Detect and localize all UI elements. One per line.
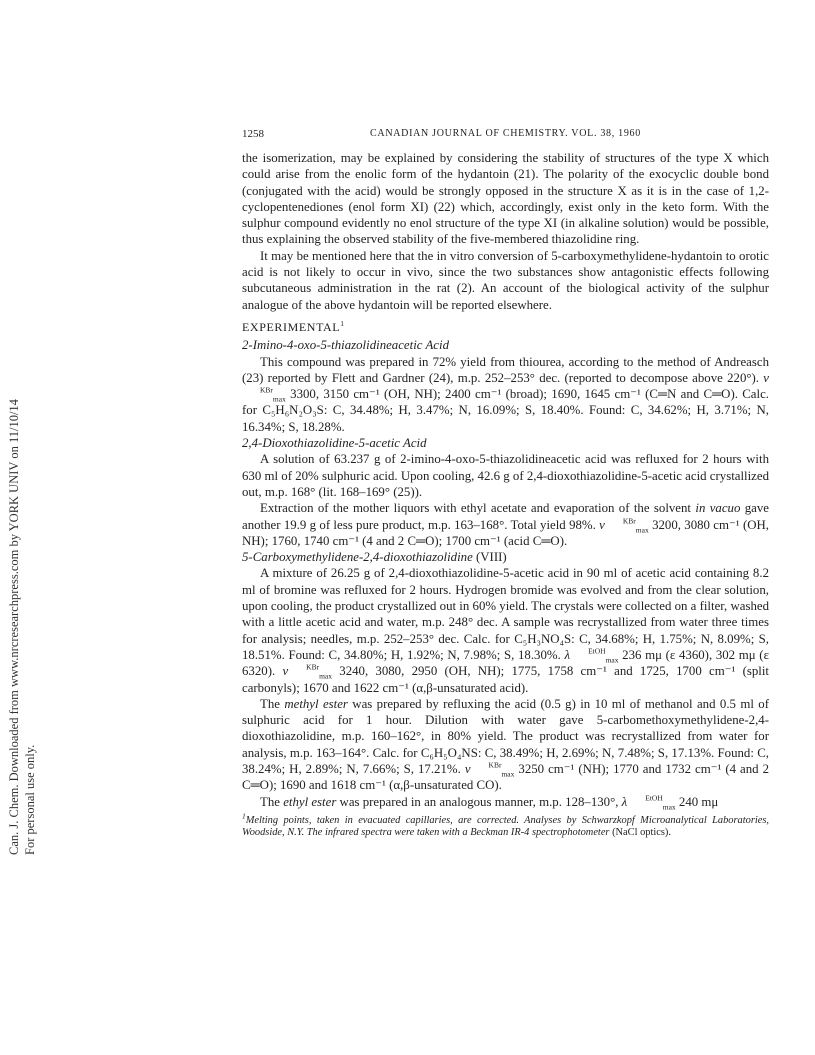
footnote-tail: (NaCl optics). [612, 826, 671, 838]
ir-conditions: $^{KBr}_{max}$ [260, 385, 286, 404]
ethyl-ester-lead: The [260, 794, 280, 809]
ethyl-ester-term: ethyl ester [283, 794, 337, 809]
section-heading [242, 319, 769, 335]
carboxymethylidene-uv-text: 236 mμ (ε 4360), 302 mμ (ε 6320). [242, 647, 769, 679]
section-footnote-mark: 1 [340, 318, 345, 328]
in-vacuo-term: in vacuo [695, 501, 741, 516]
paragraph-carboxymethylidene [242, 565, 769, 695]
uv-conditions: $^{EtOH}_{max}$ [645, 793, 676, 812]
running-title: CANADIAN JOURNAL OF CHEMISTRY. VOL. 38, 1960 [370, 128, 641, 139]
yield-text: gave another 19.9 g of less pure product, m.p. 163–168°. Total yield 98%. [242, 501, 769, 532]
subheading-carboxymethylidene [242, 549, 769, 565]
paragraph-methyl-ester [242, 696, 769, 794]
paragraph-discussion-end: the isomerization, may be explained by considering the stability of structures of the type X which could arise from the enolic form of the hydantoin (21). The polarity of the exocyclic double bond (conjugated with the acid) would be strongly opposed in the structure X as it is in the case of 1,2-cyclopentenediones (enol form XI) (22) which, accordingly, exist only in the keto form. With the sulphur compound evidently no enol structure of the type XI (in alkaline solution) would be possible, thus explaining the observed stability of the five-membered thiazolidine ring. [242, 151, 769, 247]
section-title: EXPERIMENTAL [242, 319, 341, 334]
paragraph-biological-activity: It may be mentioned here that the in vitro conversion of 5-carboxymethylidene-hydantoin to orotic acid is not likely to occur in vivo, since the two substances show antagonistic effects following subcutaneous administration in the rat (2). An account of the biological activity of the sulphur analogue of the above hydantoin will be reported elsewhere. [242, 248, 769, 312]
watermark-usage-line: For personal use only. [23, 744, 37, 855]
iminooxo-text: This compound was prepared in 72% yield from thiourea, according to the method of Andreasch (23) reported by Flett and Gardner (24), m.p. 252–253° dec. (reported to decompose above 220°). [242, 354, 769, 385]
iminooxo-ir-text: 3300, 3150 cm⁻¹ (OH, NH); 2400 cm⁻¹ (broad); 1690, 1645 cm⁻¹ (C═N and C═O). Calc. for C₅H₆N₂O₃S: C, 34.48%; H, 3.47%; N, 16.09%; S, 18.40%. Found: C, 34.62%; H, 3.71%; N, 16.34%; S, 18.28%. [242, 387, 769, 434]
paragraph-dioxoacetic-2 [242, 500, 769, 549]
ethyl-ester-text: was prepared in an analogous manner, m.p. 128–130°, [339, 794, 619, 809]
paragraph-iminooxo [242, 354, 769, 435]
uv-symbol: λ [621, 794, 628, 809]
paragraph-ethyl-ester [242, 794, 769, 810]
compound-number: (VIII) [476, 550, 507, 565]
dioxoacetic-ir-text: 3200, 3080 cm⁻¹ (OH, NH); 1760, 1740 cm⁻¹ (4 and 2 C═O); 1700 cm⁻¹ (acid C═O). [242, 517, 769, 548]
methyl-ester-ir-text: 3250 cm⁻¹ (NH); 1770 and 1732 cm⁻¹ (4 and 2 C═O); 1690 and 1618 cm⁻¹ (α,β-unsaturated CO). [242, 761, 769, 793]
ir-symbol: ν [763, 370, 769, 385]
ir-symbol: ν [282, 664, 289, 679]
article-body [242, 150, 769, 839]
uv-symbol: λ [564, 647, 571, 662]
methyl-ester-term: methyl ester [284, 696, 348, 711]
ir-conditions: $^{KBr}_{max}$ [306, 662, 332, 681]
carboxymethylidene-title: 5-Carboxymethylidene-2,4-dioxothiazolidine [242, 550, 473, 565]
carboxymethylidene-text: A mixture of 26.25 g of 2,4-dioxothiazolidine-5-acetic acid in 90 ml of acetic acid containing 8.2 ml of bromine was refluxed for 2 hours. Hydrogen bromide was evolved and from the clear solution, upon cooling, the product crystallized out in 60% yield. The crystals were collected on a filter, washed with a little acetic acid and water, m.p. 248° dec. A sample was recrystallized from water three times for analysis; needles, m.p. 252–253° dec. Calc. for C₅H₃NO₄S: C, 34.68%; H, 1.75%; N, 8.09%; S, 18.51%. Found: C, 34.80%; H, 1.92%; N, 7.98%; S, 18.30%. [242, 566, 769, 662]
footnote [242, 811, 769, 839]
ir-symbol: ν [464, 761, 471, 776]
download-watermark [5, 245, 41, 855]
footnote-mark: 1 [242, 811, 246, 821]
uv-conditions: $^{EtOH}_{max}$ [588, 646, 619, 665]
ir-conditions: $^{KBr}_{max}$ [622, 516, 649, 535]
carboxymethylidene-ir-text: 3240, 3080, 2950 (OH, NH); 1775, 1758 cm⁻¹ and 1725, 1700 cm⁻¹ (split carbonyls); 1670 and 1622 cm⁻¹ (α,β-unsaturated acid). [242, 664, 769, 695]
ir-conditions: $^{KBr}_{max}$ [488, 760, 515, 779]
ethyl-ester-uv-text: 240 mμ [678, 794, 719, 809]
methyl-ester-text: was prepared by refluxing the acid (0.5 g) in 10 ml of methanol and 0.5 ml of sulphuric acid for 1 hour. Dilution with water gave 5-carbomethoxymethylidene-2,4-dioxothiazolidine, m.p. 160–162°, in 80% yield. The product was recrystallized from water for analysis, m.p. 163–164°. Calc. for C₆H₅O₄NS: C, 38.49%; H, 2.69%; N, 7.48%; S, 17.13%. Found: C, 38.24%; H, 2.89%; N, 7.66%; S, 17.21%. [242, 696, 769, 776]
ir-symbol: ν [599, 517, 605, 532]
methyl-ester-lead: The [260, 696, 280, 711]
paragraph-dioxoacetic-1: A solution of 63.237 g of 2-imino-4-oxo-5-thiazolidineacetic acid was refluxed for 2 hours with 630 ml of 20% sulphuric acid. Upon cooling, 42.6 g of 2,4-dioxothiazolidine-5-acetic acid crystallized out, m.p. 168° (lit. 168–169° (25)). [242, 452, 769, 499]
footnote-text: Melting points, taken in evacuated capillaries, are corrected. Analyses by Schwarzkopf Microanalytical Laboratories, Woodside, N.Y. The infrared spectra were taken with a Beckman IR-4 spectrophotometer [242, 814, 769, 838]
watermark-source-line: Can. J. Chem. Downloaded from www.nrcresearchpress.com by YORK UNIV on 11/10/14 [7, 399, 21, 855]
page-number: 1258 [242, 128, 264, 140]
subheading-dioxoacetic: 2,4-Dioxothiazolidine-5-acetic Acid [242, 436, 427, 451]
extraction-text: Extraction of the mother liquors with ethyl acetate and evaporation of the solvent [260, 501, 692, 516]
subheading-iminooxo: 2-Imino-4-oxo-5-thiazolidineacetic Acid [242, 338, 449, 353]
